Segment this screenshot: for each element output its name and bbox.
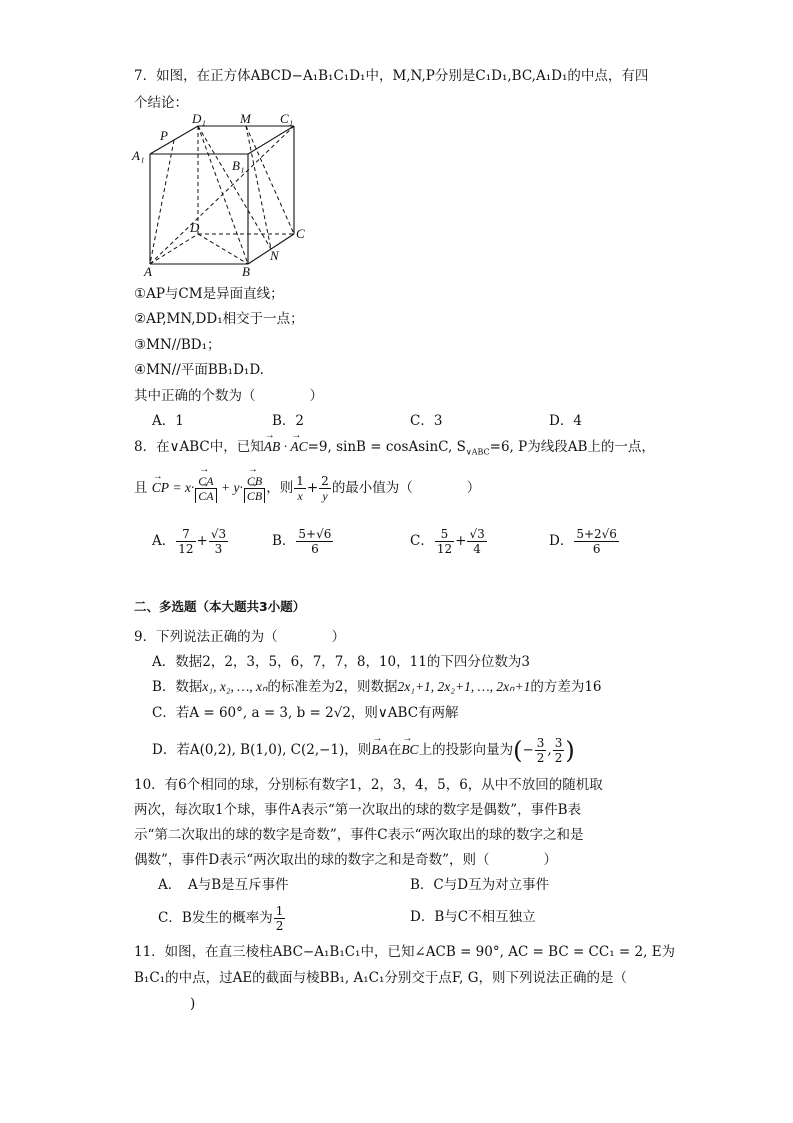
q10-line-3: 示“第二次取出的球的数字是奇数”，事件C表示“两次取出的球的数字之和是: [134, 827, 584, 843]
q7-conclusion-3: ③MN//BD₁；: [134, 337, 221, 353]
q7-option-c: C．3: [410, 413, 443, 429]
q8-l1a: 8．在∨ABC中，已知: [134, 439, 264, 455]
q7-stem: 7．如图，在正方体ABCD−A₁B₁C₁D₁中，M,N,P分别是C₁D₁,BC,A₁D₁的中点，有四: [134, 68, 649, 84]
q7-ask: 其中正确的个数为（ ）: [134, 388, 323, 404]
q10-option-b: B．C与D互为对立事件: [410, 877, 550, 893]
q8-l2c: 的最小值为（ ）: [331, 480, 481, 496]
q7-option-d: D．4: [549, 413, 582, 429]
q9-option-d: D．若A(0,2), B(1,0), C(2,−1)，则→ BA在→ BC上的投影向量为(− $\frac{3}{2}$ , $\frac{3}{2}$ ): [152, 735, 575, 766]
q11-line-1: 11．如图，在直三棱柱ABC−A₁B₁C₁中，已知∠ACB = 90°, AC = BC = CC₁ = 2, E为: [134, 944, 676, 960]
label-A1: A₁: [132, 148, 145, 163]
q7-conclusion-2: ②AP,MN,DD₁相交于一点；: [134, 311, 304, 327]
label-B: B: [242, 264, 250, 279]
q10-line-1: 10．有6个相同的球，分别标有数字1，2，3，4，5，6，从中不放回的随机取: [134, 777, 603, 793]
q8-option-b: B． $\frac{5+√6}{6}$: [272, 527, 332, 556]
q10-option-a: A． A与B是互斥事件: [158, 877, 289, 893]
q7-option-a: A．1: [152, 413, 184, 429]
q8-line-2: 且 → CP = x· → CA → CA + y· → CB → CB ，则 $\frac{1}{x}$ + $\frac{2}{y}$ 的最小值为（ ）: [134, 468, 480, 508]
q7-stem-cont: 个结论：: [134, 95, 188, 111]
cube-figure: [128, 114, 318, 280]
q8-l2a: 且: [134, 480, 148, 496]
q8-option-d: D． $\frac{5+2√6}{6}$: [549, 527, 617, 556]
q9-stem: 9．下列说法正确的为（ ）: [134, 629, 346, 645]
q8-l1c: =6, P为线段AB上的一点，: [489, 439, 655, 455]
q8-l1-sub: ∨ABC: [465, 447, 490, 457]
label-M: M: [240, 114, 251, 126]
q7-conclusion-1: ①AP与CM是异面直线；: [134, 286, 284, 302]
q9-option-c: C．若A = 60°, a = 3, b = 2√2，则∨ABC有两解: [152, 705, 459, 721]
q10-option-d: D．B与C不相互独立: [410, 909, 536, 925]
q10-line-2: 两次，每次取1个球，事件A表示“第一次取出的球的数字是偶数”，事件B表: [134, 802, 582, 818]
label-B1: B₁: [232, 158, 245, 173]
label-N: N: [270, 248, 279, 263]
label-D1: D₁: [192, 114, 206, 126]
section-heading: 二、多选题（本大题共3小题）: [134, 599, 306, 614]
label-A: A: [144, 264, 152, 279]
label-C: C: [296, 226, 305, 241]
q11-line-3: ): [190, 996, 196, 1012]
q10-line-4: 偶数”，事件D表示“两次取出的球的数字之和是奇数”，则（ ）: [134, 852, 558, 868]
q8-line-1: 8．在∨ABC中，已知→ AB · → AC=9, sinB = cosAsinC, $S_{\vee ABC}=6$, P为线段AB上的一点，: [134, 437, 655, 463]
q8-l2b: ，则: [266, 480, 294, 496]
q8-option-a: A． $\frac{7}{12}$ + $\frac{√3}{3}$: [152, 527, 227, 556]
q9-option-b: B．数据x₁, x₂, …, xₙ的标准差为2，则数据2x₁+1, 2x₂+1, …, 2xₙ+1的方差为16: [152, 679, 602, 695]
label-D: D: [190, 220, 200, 235]
q8-l1b: =9, sinB = cosAsinC, S: [307, 439, 466, 455]
q7-option-b: B．2: [272, 413, 305, 429]
label-C1: C₁: [280, 114, 294, 126]
q10-option-c: C．B发生的概率为 $\frac{1}{2}$: [158, 904, 284, 933]
q11-line-2: B₁C₁的中点，过AE的截面与棱BB₁, A₁C₁分别交于点F, G，则下列说法正确的是（: [134, 970, 628, 986]
q8-option-c: C． $\frac{5}{12}$ + $\frac{√3}{4}$: [410, 527, 485, 556]
q7-conclusion-4: ④MN//平面BB₁D₁D.: [134, 362, 264, 378]
q9-option-a: A．数据2，2，3，5，6，7，7，8，10，11的下四分位数为3: [152, 654, 530, 670]
label-P: P: [160, 128, 168, 143]
